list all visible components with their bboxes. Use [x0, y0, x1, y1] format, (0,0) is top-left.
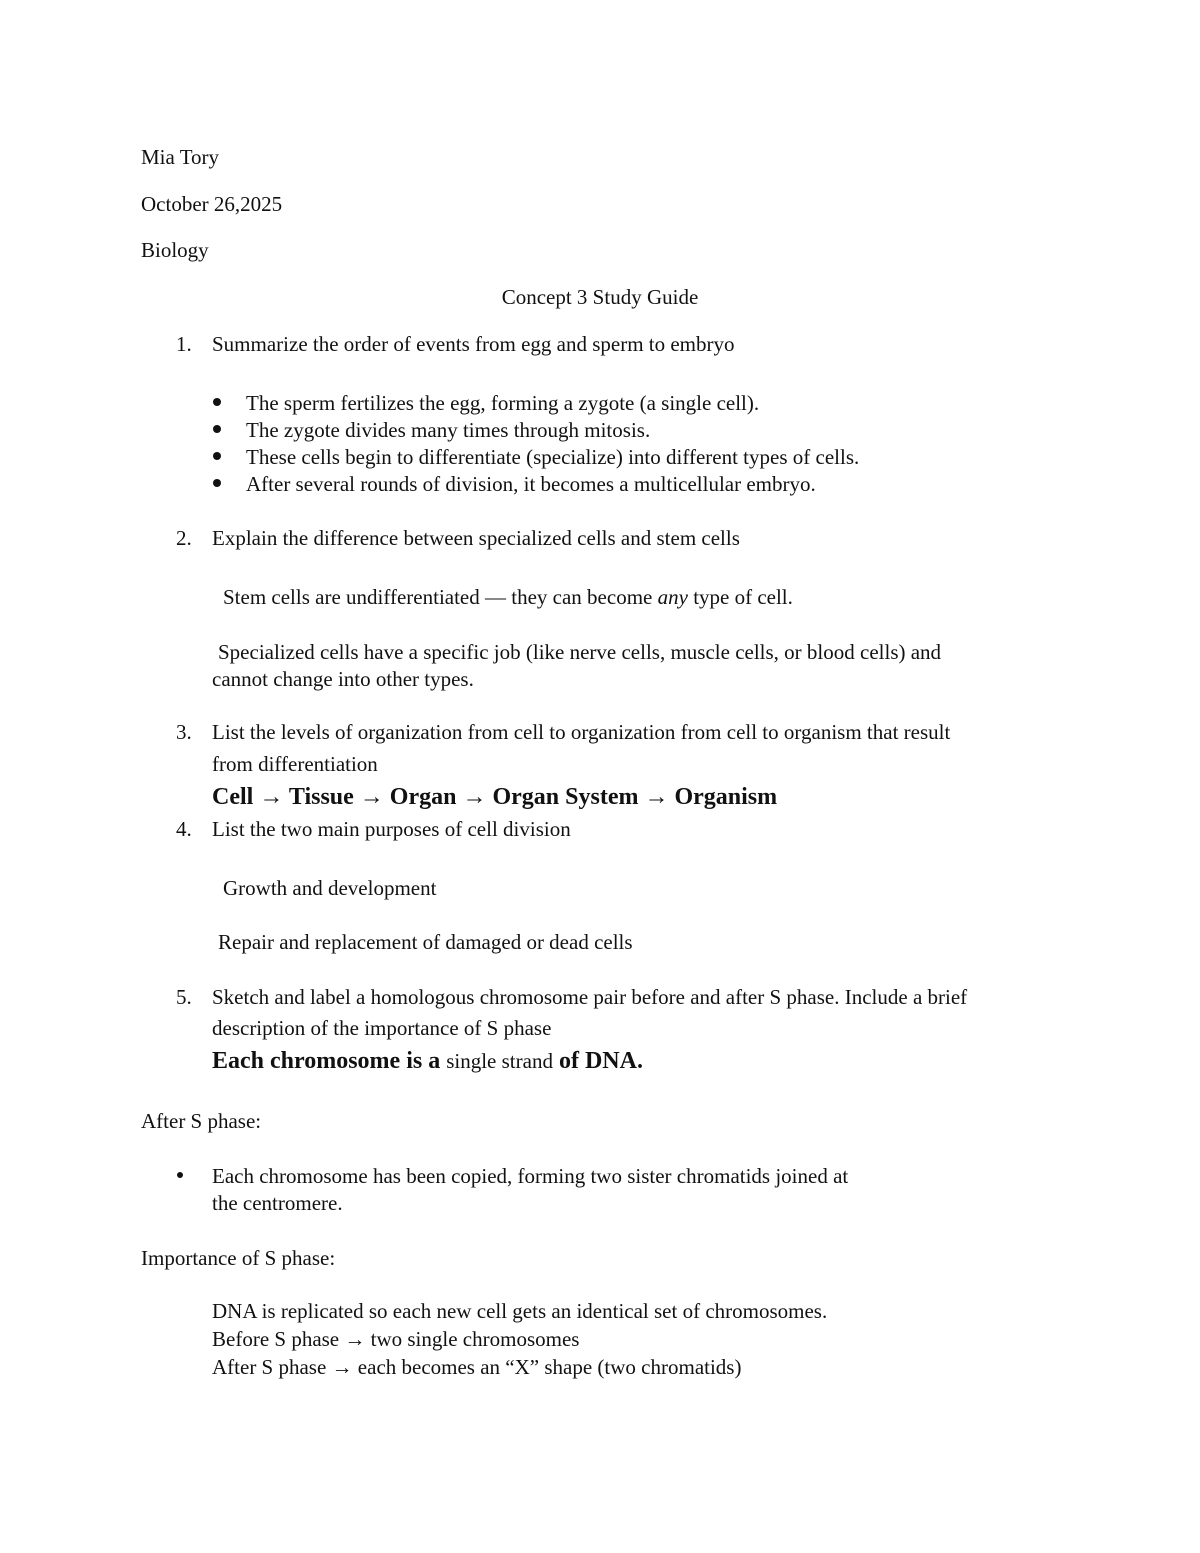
question-4-number: 4. — [176, 817, 192, 841]
chromosome-answer-normal: single strand — [446, 1049, 553, 1073]
q1-bullet-2: The zygote divides many times through mitosis. — [246, 418, 651, 442]
bullet-icon — [213, 452, 221, 460]
date: October 26,2025 — [141, 192, 283, 216]
stem-cells-text-end: type of cell. — [687, 585, 793, 609]
page-title: Concept 3 Study Guide — [501, 285, 699, 309]
stem-cells-emphasis: any — [657, 585, 688, 609]
stem-cells-answer — [223, 584, 793, 610]
cell-division-purpose-2: Repair and replacement of damaged or dead cells — [218, 930, 633, 954]
importance-line-2: Before S phase → two single chromosomes — [212, 1327, 580, 1351]
question-2-prompt: Explain the difference between specialized cells and stem cells — [212, 526, 740, 550]
question-5-number: 5. — [176, 985, 192, 1009]
bullet-icon — [213, 479, 221, 487]
question-5-prompt-line-1: Sketch and label a homologous chromosome pair before and after S phase. Include a brief — [212, 985, 968, 1009]
subject: Biology — [141, 238, 209, 262]
question-3-number: 3. — [176, 720, 192, 744]
question-1-number: 1. — [176, 332, 192, 356]
bullet-icon — [177, 1172, 183, 1178]
student-name: Mia Tory — [141, 145, 220, 169]
q1-bullet-3: These cells begin to differentiate (specialize) into different types of cells. — [246, 445, 860, 469]
chromosome-answer-bold-start: Each chromosome is a — [212, 1048, 447, 1074]
chromosome-answer — [212, 1046, 643, 1076]
question-1-prompt: Summarize the order of events from egg and sperm to embryo — [212, 332, 735, 356]
question-4-prompt: List the two main purposes of cell division — [212, 817, 571, 841]
cell-division-purpose-1: Growth and development — [223, 876, 437, 900]
q1-bullet-4: After several rounds of division, it becomes a multicellular embryo. — [246, 472, 816, 496]
importance-line-1: DNA is replicated so each new cell gets an identical set of chromosomes. — [212, 1299, 828, 1323]
question-3-prompt-line-1: List the levels of organization from cell to organization from cell to organism that result — [212, 720, 951, 744]
chromosome-answer-bold-end: of DNA. — [552, 1048, 643, 1074]
importance-heading: Importance of S phase: — [141, 1246, 336, 1270]
importance-line-3: After S phase → each becomes an “X” shape (two chromatids) — [212, 1355, 742, 1379]
question-2-number: 2. — [176, 526, 192, 550]
organization-levels-answer: Cell → Tissue → Organ → Organ System → Organism — [212, 784, 778, 810]
bullet-icon — [213, 398, 221, 406]
specialized-cells-answer-line-2: cannot change into other types. — [212, 667, 474, 691]
after-s-phase-heading: After S phase: — [141, 1109, 262, 1133]
stem-cells-text: Stem cells are undifferentiated — they can become — [223, 585, 658, 609]
q1-bullet-1: The sperm fertilizes the egg, forming a zygote (a single cell). — [246, 391, 760, 415]
after-s-phase-bullet-line-2: the centromere. — [212, 1191, 343, 1215]
question-5-prompt-line-2: description of the importance of S phase — [212, 1016, 552, 1040]
specialized-cells-answer-line-1: Specialized cells have a specific job (like nerve cells, muscle cells, or blood cells) and — [218, 640, 942, 664]
after-s-phase-bullet-line-1: Each chromosome has been copied, forming two sister chromatids joined at — [212, 1164, 849, 1188]
question-3-prompt-line-2: from differentiation — [212, 752, 378, 776]
bullet-icon — [213, 425, 221, 433]
